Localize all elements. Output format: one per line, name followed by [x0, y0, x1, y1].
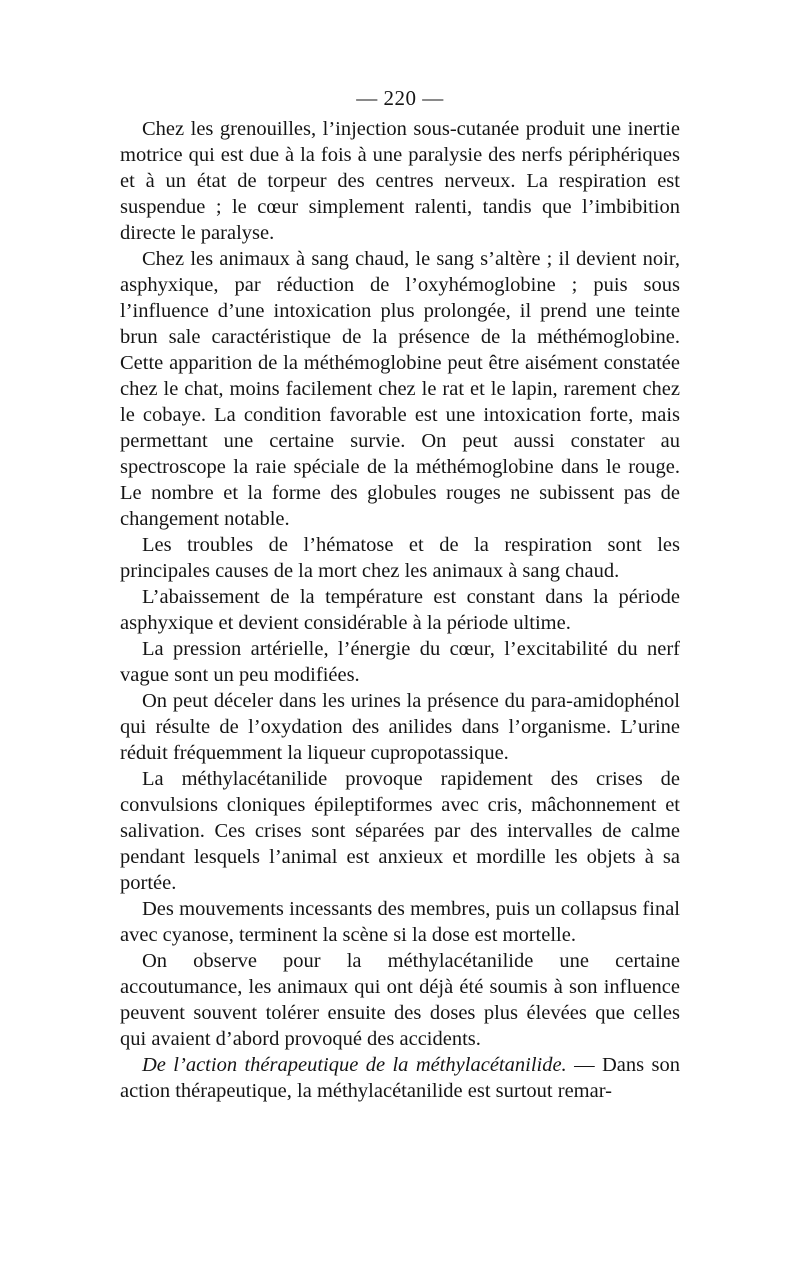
paragraph-frogs: Chez les grenouilles, l’injection sous-cutanée produit une inertie motrice qui est due à la fois à une paralysie des nerfs périphériques et à un état de torpeur des centres nerveux. La respiration est suspendue ; le cœur simplement ralenti, tandis que l’imbibition directe le paralyse.: [120, 118, 680, 244]
paragraph-collapse: Des mouvements incessants des membres, puis un collapsus final avec cyanose, terminent la scène si la dose est mortelle.: [120, 898, 680, 946]
paragraph-pressure: La pression artérielle, l’énergie du cœur, l’excitabilité du nerf vague sont un peu modifiées.: [120, 638, 680, 686]
paragraph-convulsions: La méthylacétanilide provoque rapidement des crises de convulsions cloniques épileptiformes avec cris, mâchonnement et salivation. Ces crises sont séparées par des intervalles de calme pendant lesquels l’animal est anxieux et mordille les objets à sa portée.: [120, 768, 680, 894]
paragraph-tolerance: On observe pour la méthylacétanilide une certaine accoutumance, les animaux qui ont déjà été soumis à son influence peuvent souvent tolérer ensuite des doses plus élevées que celles qui avaient d’abord provoqué des accidents.: [120, 950, 680, 1050]
paragraph-temperature: L’abaissement de la température est constant dans la période asphyxique et devient considérable à la période ultime.: [120, 586, 680, 634]
paragraph-hematosis: Les troubles de l’hématose et de la respiration sont les principales causes de la mort chez les animaux à sang chaud.: [120, 534, 680, 582]
page-number: — 220 —: [356, 86, 444, 110]
section-body: — Dans son action thérapeutique, la méthylacétanilide est surtout remar-: [120, 1054, 681, 1102]
paragraph-warm-blooded: Chez les animaux à sang chaud, le sang s’altère ; il devient noir, asphyxique, par réduction de l’oxyhémoglobine ; puis sous l’influence d’une intoxication plus prolongée, il prend une teinte brun sale caractéristique de la présence de la méthémoglobine. Cette apparition de la méthémoglobine peut être aisément constatée chez le chat, moins facilement chez le rat et le lapin, rarement chez le cobaye. La condition favorable est une intoxication forte, mais permettant une certaine survie. On peut aussi constater au spectroscope la raie spéciale de la méthémoglobine dans le rouge. Le nombre et la forme des globules rouges ne subissent pas de changement notable.: [120, 248, 680, 530]
section-heading: De l’action thérapeutique de la méthylacétanilide.: [142, 1054, 567, 1076]
book-page: [120, 80, 680, 1104]
paragraph-therapeutic: [120, 1052, 680, 1104]
paragraph-urine: On peut déceler dans les urines la présence du para-amidophénol qui résulte de l’oxydation des anilides dans l’organisme. L’urine réduit fréquemment la liqueur cupropotassique.: [120, 690, 680, 764]
